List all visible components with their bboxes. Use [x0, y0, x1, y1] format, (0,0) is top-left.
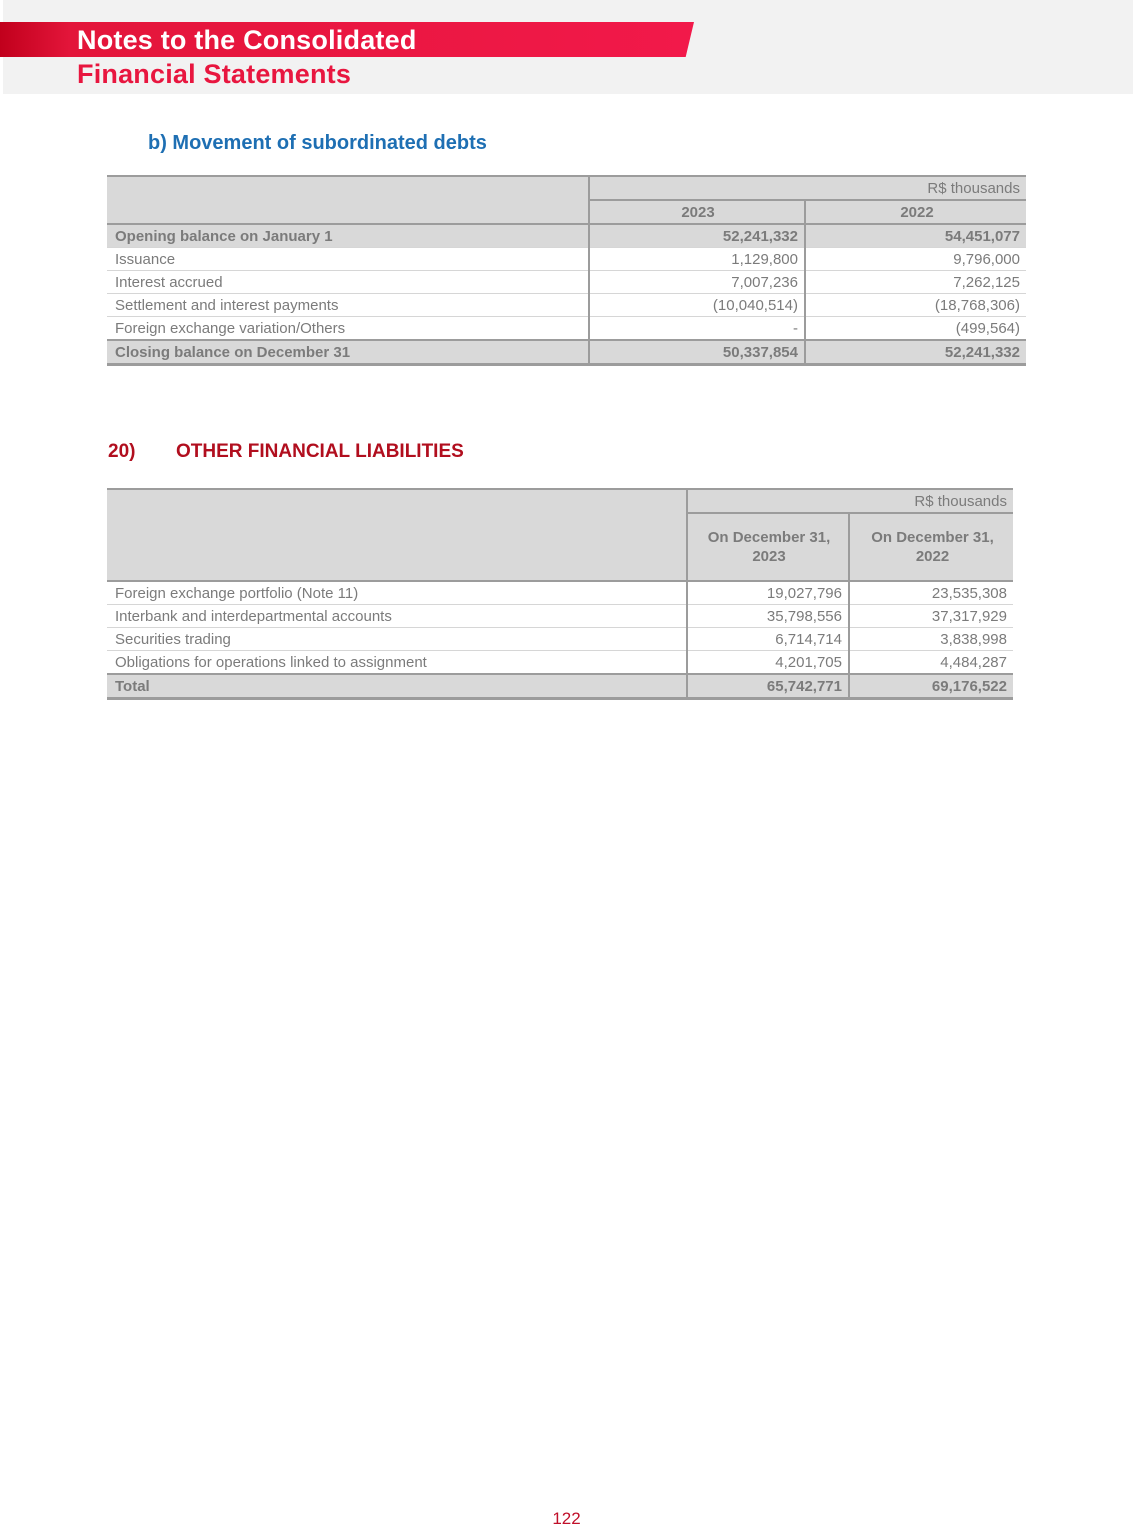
value-2022: 4,484,287	[849, 651, 1013, 675]
table-row	[107, 651, 1013, 675]
table-row	[107, 271, 1026, 294]
table-row	[107, 224, 1026, 248]
table-row	[107, 317, 1026, 341]
value-2023: 6,714,714	[687, 628, 849, 651]
value-2023: 7,007,236	[589, 271, 805, 294]
row-label: Interest accrued	[107, 271, 589, 294]
value-2022: (18,768,306)	[805, 294, 1026, 317]
table-row	[107, 628, 1013, 651]
value-2023: -	[589, 317, 805, 341]
page-title-line-1: Notes to the Consolidated	[77, 25, 417, 55]
row-label: Obligations for operations linked to assignment	[107, 651, 687, 675]
table-row-total	[107, 340, 1026, 365]
row-label: Total	[107, 674, 687, 699]
table-row	[107, 294, 1026, 317]
table-row	[107, 581, 1013, 605]
column-header-line: On December 31,	[871, 529, 994, 546]
section-title: OTHER FINANCIAL LIABILITIES	[176, 441, 464, 462]
value-2022: 52,241,332	[805, 340, 1026, 365]
value-2023: 65,742,771	[687, 674, 849, 699]
value-2022: 69,176,522	[849, 674, 1013, 699]
column-header-2023	[687, 513, 849, 581]
value-2023: 52,241,332	[589, 224, 805, 248]
row-label: Opening balance on January 1	[107, 224, 589, 248]
row-label: Settlement and interest payments	[107, 294, 589, 317]
value-2023: 4,201,705	[687, 651, 849, 675]
subordinated-debts-heading: b) Movement of subordinated debts	[148, 132, 487, 154]
column-header-year: 2022	[915, 548, 950, 565]
value-2023: (10,040,514)	[589, 294, 805, 317]
column-header-2022	[849, 513, 1013, 581]
page-title-line-2: Financial Statements	[77, 59, 352, 89]
other-financial-liabilities-table	[107, 488, 1013, 700]
table-row	[107, 605, 1013, 628]
value-2022: 37,317,929	[849, 605, 1013, 628]
row-label: Issuance	[107, 248, 589, 271]
value-2023: 1,129,800	[589, 248, 805, 271]
value-2022: 23,535,308	[849, 581, 1013, 605]
column-header-year: 2023	[752, 548, 786, 565]
row-label: Closing balance on December 31	[107, 340, 589, 365]
row-label: Securities trading	[107, 628, 687, 651]
other-financial-liabilities-heading	[108, 441, 464, 463]
value-2022: 7,262,125	[805, 271, 1026, 294]
subordinated-debts-table	[107, 175, 1026, 366]
column-header-2022: 2022	[805, 200, 1026, 224]
section-number: 20)	[108, 441, 136, 462]
table-header-blank	[107, 176, 589, 224]
value-2023: 35,798,556	[687, 605, 849, 628]
value-2022: (499,564)	[805, 317, 1026, 341]
table-row	[107, 248, 1026, 271]
column-header-line: On December 31,	[707, 529, 831, 546]
table-row-total	[107, 674, 1013, 699]
value-2023: 19,027,796	[687, 581, 849, 605]
value-2022: 9,796,000	[805, 248, 1026, 271]
unit-label: R$ thousands	[687, 489, 1013, 513]
table-header-blank	[107, 489, 687, 581]
page-number: 122	[552, 1509, 581, 1528]
unit-label: R$ thousands	[589, 176, 1026, 200]
row-label: Foreign exchange variation/Others	[107, 317, 589, 341]
value-2022: 3,838,998	[849, 628, 1013, 651]
row-label: Interbank and interdepartmental accounts	[107, 605, 687, 628]
row-label: Foreign exchange portfolio (Note 11)	[107, 581, 687, 605]
column-header-2023: 2023	[589, 200, 805, 224]
value-2023: 50,337,854	[589, 340, 805, 365]
value-2022: 54,451,077	[805, 224, 1026, 248]
